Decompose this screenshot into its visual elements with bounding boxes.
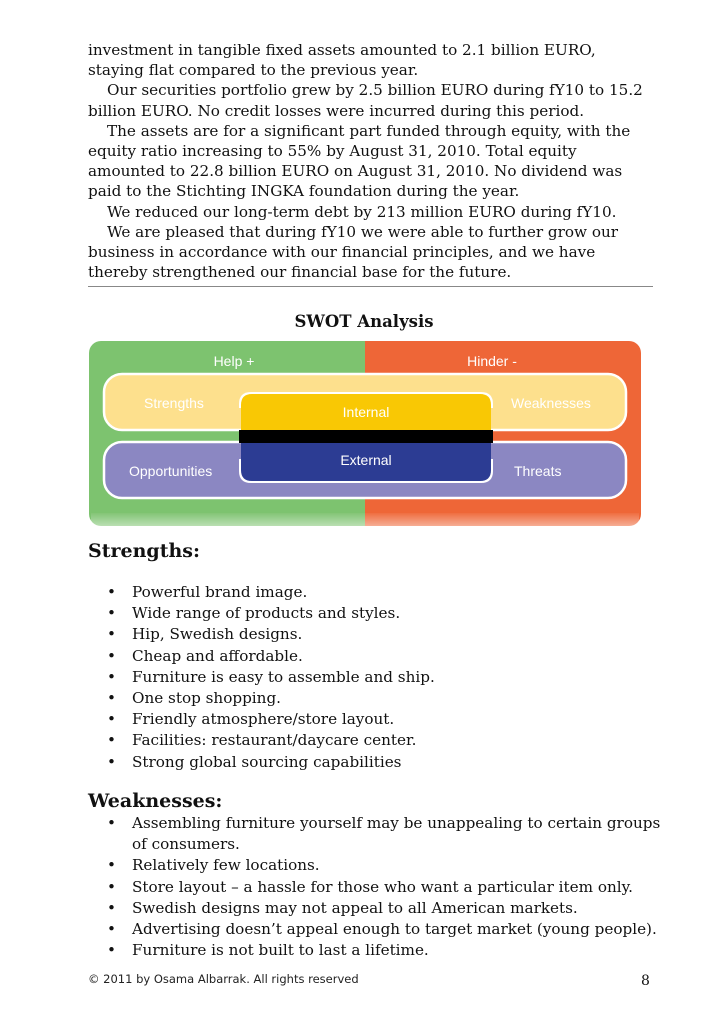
list-item: • Hip, Swedish designs. (104, 624, 664, 645)
weaknesses-heading: Weaknesses: (88, 790, 223, 812)
list-item: • Facilities: restaurant/daycare center. (104, 730, 664, 751)
weaknesses-list (104, 813, 664, 961)
list-item: • Swedish designs may not appeal to all American markets. (104, 898, 664, 919)
opportunities-label: Opportunities (129, 463, 213, 479)
list-item: • Powerful brand image. (104, 582, 664, 603)
strengths-heading: Strengths: (88, 540, 200, 562)
intro-paragraph: We are pleased that during fY10 we were able to further grow our business in accordance with our financial principles, and we have thereby strengthened our financial base for the future. (88, 222, 619, 282)
list-item: • Cheap and affordable. (104, 646, 664, 667)
list-item: • Relatively few locations. (104, 855, 664, 876)
swot-title: SWOT Analysis (294, 312, 434, 331)
list-item: • Furniture is easy to assemble and ship. (104, 667, 664, 688)
list-item: • Store layout – a hassle for those who want a particular item only. (104, 877, 664, 898)
intro-paragraph: The assets are for a significant part funded through equity, with the equity ratio increasing to 55% by August 31, 2010. Total equity amounted to 22.8 billion EURO on August 31, 2010. No dividend was paid to the Stichting INGKA foundation during the year. (88, 121, 631, 201)
swot-diagram (89, 341, 641, 541)
list-item: • One stop shopping. (104, 688, 664, 709)
list-item: • Wide range of products and styles. (104, 603, 664, 624)
internal-label: Internal (342, 404, 390, 420)
strengths-list (104, 582, 664, 773)
list-item: • Friendly atmosphere/store layout. (104, 709, 664, 730)
threats-label: Threats (514, 463, 562, 479)
intro-paragraph: investment in tangible fixed assets amounted to 2.1 billion EURO, staying flat compared to the previous year. (88, 41, 596, 80)
weaknesses-label: Weaknesses (511, 395, 591, 411)
copyright-footer: © 2011 by Osama Albarrak. All rights reserved (88, 972, 359, 986)
list-item: • Strong global sourcing capabilities (104, 752, 664, 773)
help-label: Help + (213, 353, 255, 369)
horizontal-divider (88, 286, 653, 287)
intro-text (88, 40, 654, 282)
intro-paragraph: Our securities portfolio grew by 2.5 billion EURO during fY10 to 15.2 billion EURO. No credit losses were incurred during this period. (88, 81, 643, 120)
reflection-fade (91, 513, 639, 541)
intro-paragraph: We reduced our long-term debt by 213 million EURO during fY10. (107, 202, 617, 221)
strengths-label: Strengths (144, 395, 204, 411)
list-item: • Advertising doesn’t appeal enough to target market (young people). (104, 919, 664, 940)
external-label: External (340, 452, 392, 468)
page-number: 8 (641, 973, 650, 989)
list-item: • Assembling furniture yourself may be unappealing to certain groups of consumers. (104, 813, 664, 855)
list-item: • Furniture is not built to last a lifetime. (104, 940, 664, 961)
hinder-label: Hinder - (467, 353, 517, 369)
